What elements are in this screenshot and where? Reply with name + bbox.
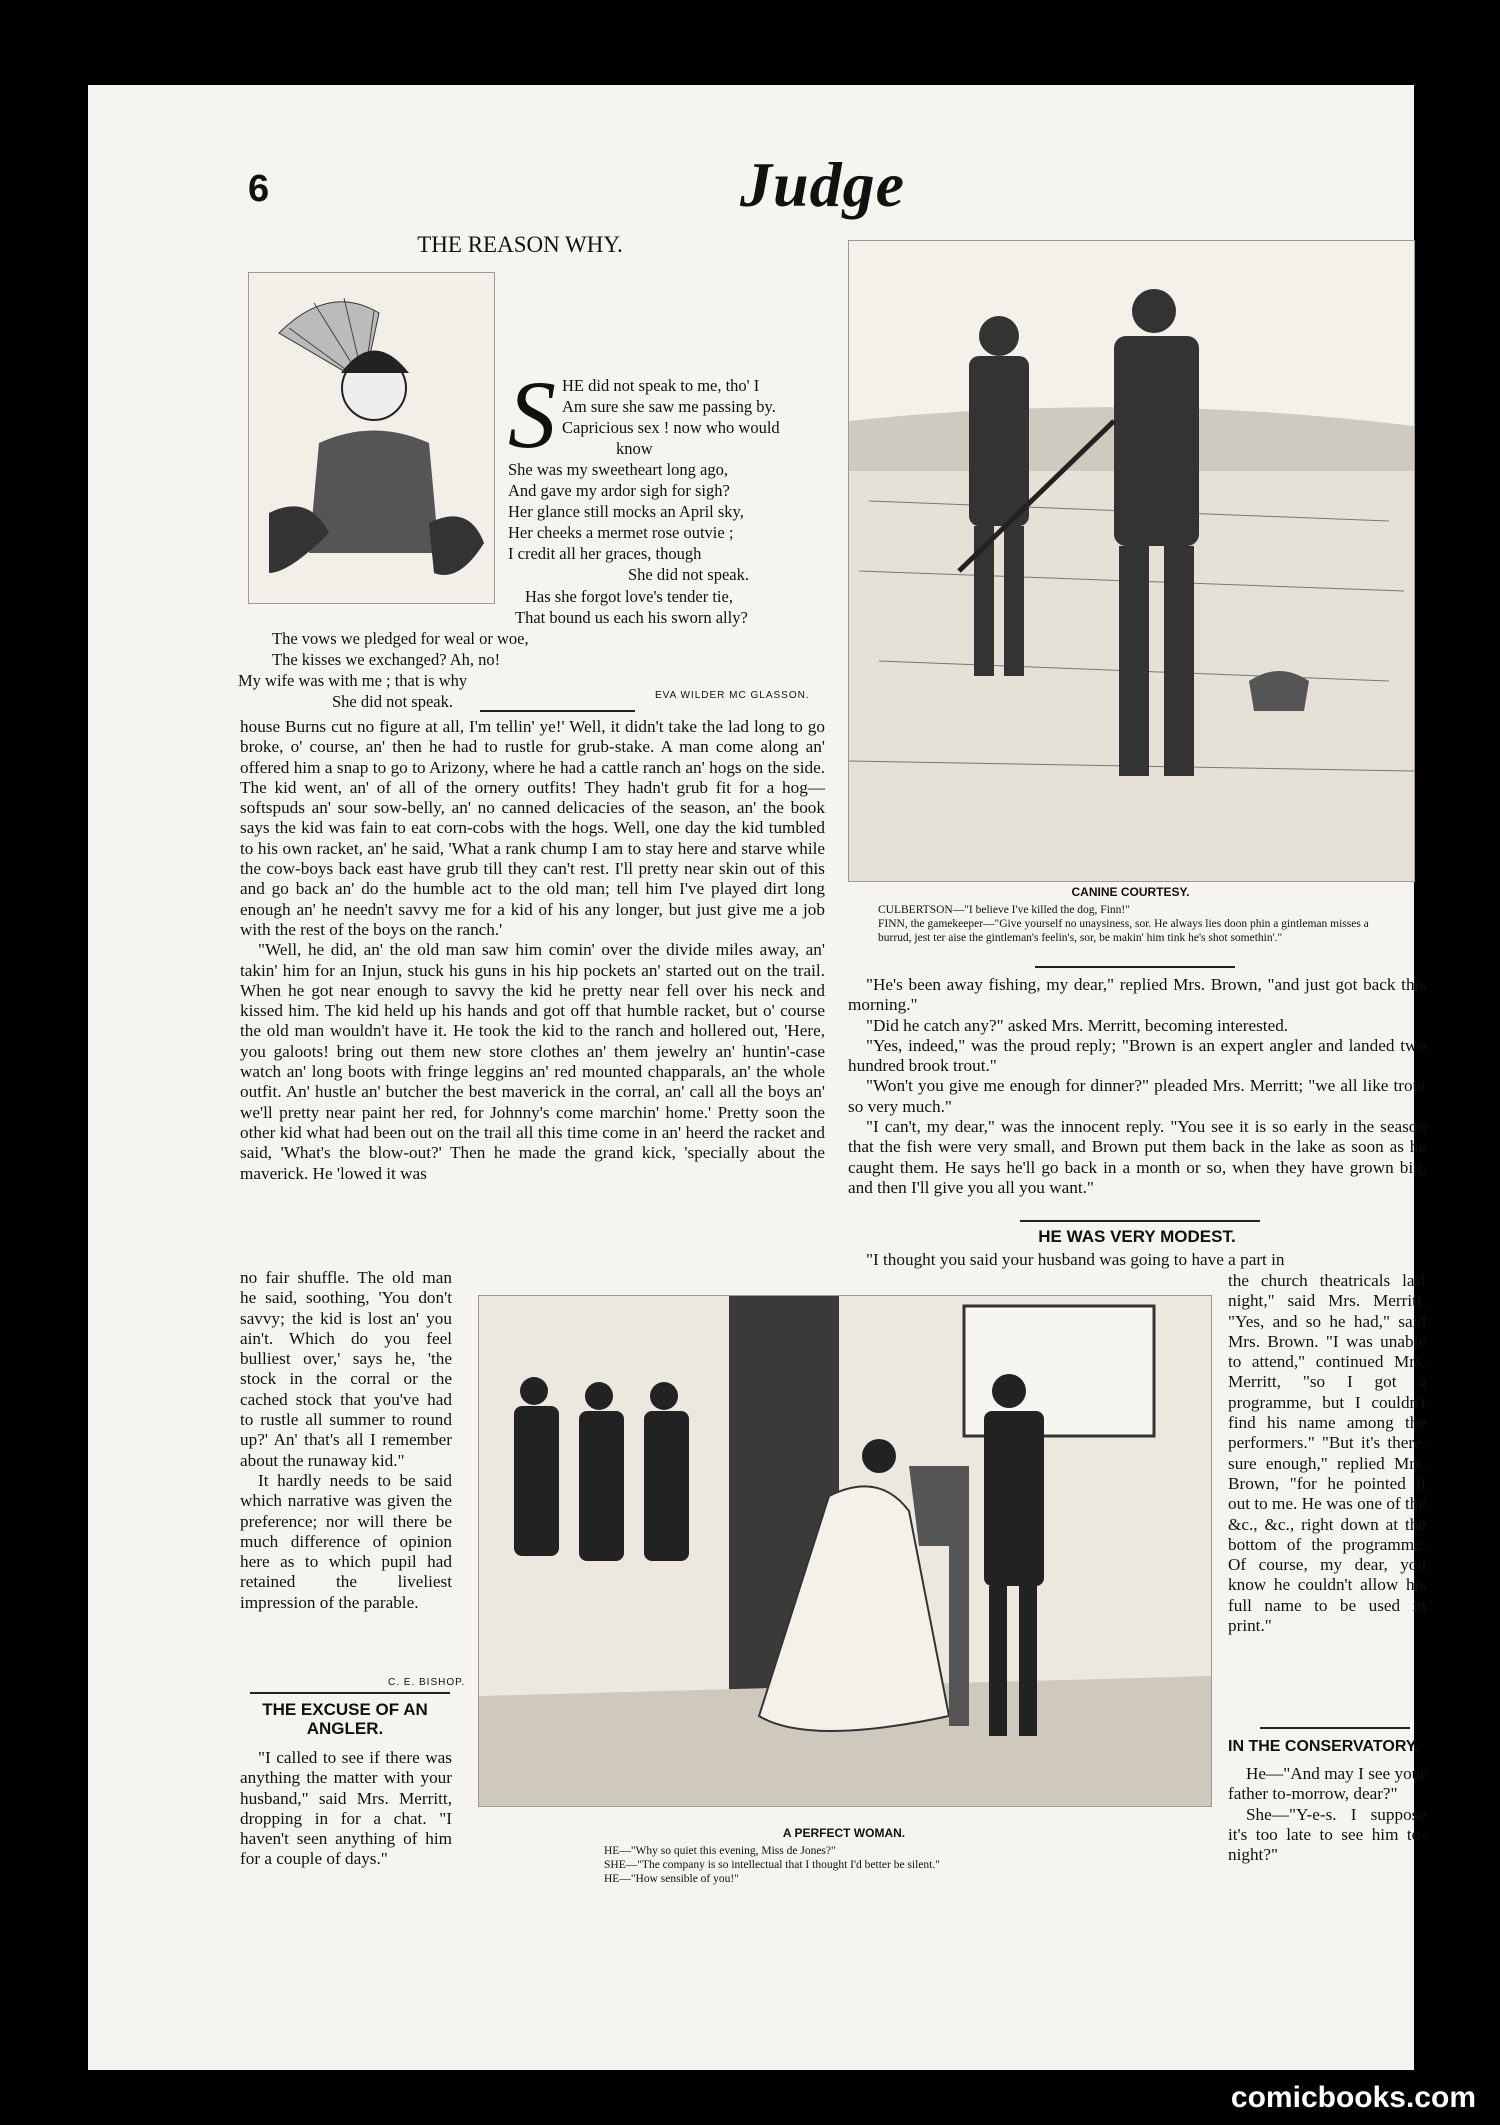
poem-line: She did not speak. [332, 692, 453, 711]
masthead-logo: Judge [740, 149, 905, 220]
poem-line: Her cheeks a mermet rose outvie ; [508, 523, 734, 542]
modest-side-column [1228, 1271, 1426, 1636]
poem-title: THE REASON WHY. [417, 232, 623, 257]
angler-paragraph: "I called to see if there was anything the matter with your husband," said Mrs. Merritt, dropping in for a chat. "I haven't seen anything of him for a couple of days." [240, 1748, 452, 1869]
canine-caption-line: FINN, the gamekeeper—"Give yourself no unaysiness, sor. He always lies doon phin a gintleman misses a burrud, jest ter aise the gintleman's feelin's, sor, be makin' him tink he's shot somethin'." [878, 918, 1369, 944]
divider [480, 710, 635, 712]
angler-intro [240, 1748, 452, 1870]
conservatory-line: She—"Y-e-s. I suppose it's too late to see him to-night?" [1228, 1804, 1426, 1865]
angler-paragraph: "Yes, indeed," was the proud reply; "Brown is an expert angler and landed two hundred brook trout." [848, 1035, 1426, 1076]
story-narrow-column [240, 1268, 452, 1613]
woman-caption [604, 1844, 1124, 1886]
modest-paragraph: "I thought you said your husband was going to have a part in [866, 1250, 1285, 1269]
angler-paragraph: "Did he catch any?" asked Mrs. Merritt, becoming interested. [866, 1015, 1289, 1035]
poem-line: Capricious sex ! now who would [562, 418, 780, 437]
conservatory-text [1228, 1764, 1426, 1865]
poem-line: She did not speak. [628, 565, 749, 584]
story-author: C. E. BISHOP. [388, 1677, 466, 1688]
woman-caption-line: SHE—"The company is so intellectual that I thought I'd better be silent." [604, 1859, 940, 1871]
story-closing: It hardly needs to be said which narrative was given the preference; nor will there be much difference of opinion here as to which pupil had retained the liveliest impression of the parable. [240, 1470, 452, 1612]
angler-title: THE EXCUSE OF AN ANGLER. [262, 1700, 428, 1738]
modest-first-line [848, 1250, 1426, 1270]
canine-caption [878, 903, 1398, 945]
woman-caption-line: HE—"Why so quiet this evening, Miss de Jones?" [604, 1845, 836, 1857]
poem-line: Has she forgot love's tender tie, [525, 587, 733, 606]
lady-with-fan-illustration [248, 272, 495, 604]
poem-line: know [616, 439, 653, 458]
angler-paragraph: "He's been away fishing, my dear," replied Mrs. Brown, "and just got back this morning." [848, 975, 1426, 1015]
modest-paragraph: the church theatricals last night," said Mrs. Merritt. "Yes, and so he had," said Mrs. Brown. "I was unable to attend," continued Mrs. Merritt, "so I got a programme, but I couldn't find his name among the performers." "But it's there, sure enough," replied Mrs. Brown, "for he pointed it out to me. He was one of the &c., &c., right down at the bottom of the programme. Of course, my dear, you know he couldn't allow his full name to be used in print." [1228, 1271, 1426, 1636]
poem-line: And gave my ardor sigh for sigh? [508, 481, 730, 500]
canine-caption-title: CANINE COURTESY. [1071, 885, 1190, 899]
angler-paragraph: "I can't, my dear," was the innocent reply. "You see it is so early in the season that the fish were very small, and Brown put them back in the lake as soon as he caught them. He says he'll go back in a month or so, when they have grown big, and then I'll give you all you want." [848, 1117, 1426, 1197]
woman-caption-line: HE—"How sensible of you!" [604, 1873, 739, 1885]
watermark: comicbooks.com [1230, 2081, 1476, 2114]
canine-caption-line: CULBERTSON—"I believe I've killed the dog, Finn!" [878, 904, 1130, 916]
conservatory-title: IN THE CONSERVATORY. [1228, 1738, 1420, 1755]
poem-line: HE did not speak to me, tho' I [562, 376, 760, 395]
poem-stanza-1 [508, 361, 828, 585]
modest-title: HE WAS VERY MODEST. [1038, 1227, 1236, 1246]
story-text [240, 717, 825, 1184]
poem-line: My wife was with me ; that is why [238, 671, 468, 690]
poem-line: Her glance still mocks an April sky, [508, 502, 744, 521]
story-paragraph: house Burns cut no figure at all, I'm tellin' ye!' Well, it didn't take the lad long to go broke, o' course, an' then he had to rustle for grub-stake. A man come along an' offered him a snap to go to Arizony, where he had a cattle ranch an' hogs on the side. The kid went, an' of all of the ornery outfits! They hadn't grub fit for a hog—softspuds an' sour sow-belly, an' no canned delicacies of the season, an' the book says the kid was fain to eat corn-cobs with the hogs. Well, one day the kid tumbled to his own racket, an' he said, 'What a rank chump I am to stay here and starve while the cow-boys back east have grub till they can't rest. I'll pretty near skin out of this and go back an' do the humble act to the old man; tell him I've played dirt long enough an' he needn't savvy me for a kid of his any longer, but just give me a job with the rest of the boys on the ranch.' [240, 717, 825, 939]
divider [1260, 1727, 1410, 1729]
angler-continued [848, 975, 1426, 1198]
drop-cap: S [508, 361, 556, 468]
story-paragraph: "Well, he did, an' the old man saw him comin' over the divide miles away, an' takin' him for an Injun, stuck his guns in his hip pockets an' started out on the trail. When he got near enough to savvy the kid he pretty near fell over his neck and kissed him. The kid held up his hands and got off that humble racket, but o' course the old man wouldn't have it. He took the kid to the ranch and hollered out, 'Here, you galoots! bring out them new store clothes an' them jewelry an' huntin'-case watch an' long boots with fringe leggins an' red mounted chapparals, an' the whole outfit. An' hustle an' butcher the best maverick in the corral, an' call all the boys an' we'll pretty near paint her red, for Johnny's come marchin' home.' Pretty soon the other kid what had been out on the trail all this time come in an' heerd the racket and said, 'What's the blow-out?' Then he made the grand kick, 'specially about the maverick. He 'lowed it was [240, 940, 825, 1183]
divider [1020, 1220, 1260, 1222]
poem-line: Am sure she saw me passing by. [562, 397, 776, 416]
conservatory-line: He—"And may I see your father to-morrow, dear?" [1228, 1764, 1426, 1804]
poem-line: The kisses we exchanged? Ah, no! [272, 650, 501, 669]
poem-author: EVA WILDER MC GLASSON. [655, 690, 810, 701]
perfect-woman-illustration [478, 1295, 1212, 1807]
angler-paragraph: "Won't you give me enough for dinner?" pleaded Mrs. Merritt; "we all like trout so very much." [848, 1076, 1426, 1116]
page-number: 6 [248, 168, 270, 210]
poem-line: She was my sweetheart long ago, [508, 460, 728, 479]
woman-caption-title: A PERFECT WOMAN. [782, 1826, 906, 1840]
story-paragraph: no fair shuffle. The old man he said, soothing, 'You don't savvy; the kid is lost an' you ain't. Which do you feel bulliest over,' says he, 'the stock in the corral or the cached stock that you've had to rustle all summer to round up?' An' that's all I remember about the runaway kid." [240, 1268, 452, 1470]
poem-line: I credit all her graces, though [508, 544, 702, 563]
poem-line: That bound us each his sworn ally? [515, 608, 748, 627]
canine-courtesy-illustration [848, 240, 1415, 882]
divider [250, 1692, 450, 1694]
divider [1035, 966, 1235, 968]
poem-line: The vows we pledged for weal or woe, [272, 629, 529, 648]
